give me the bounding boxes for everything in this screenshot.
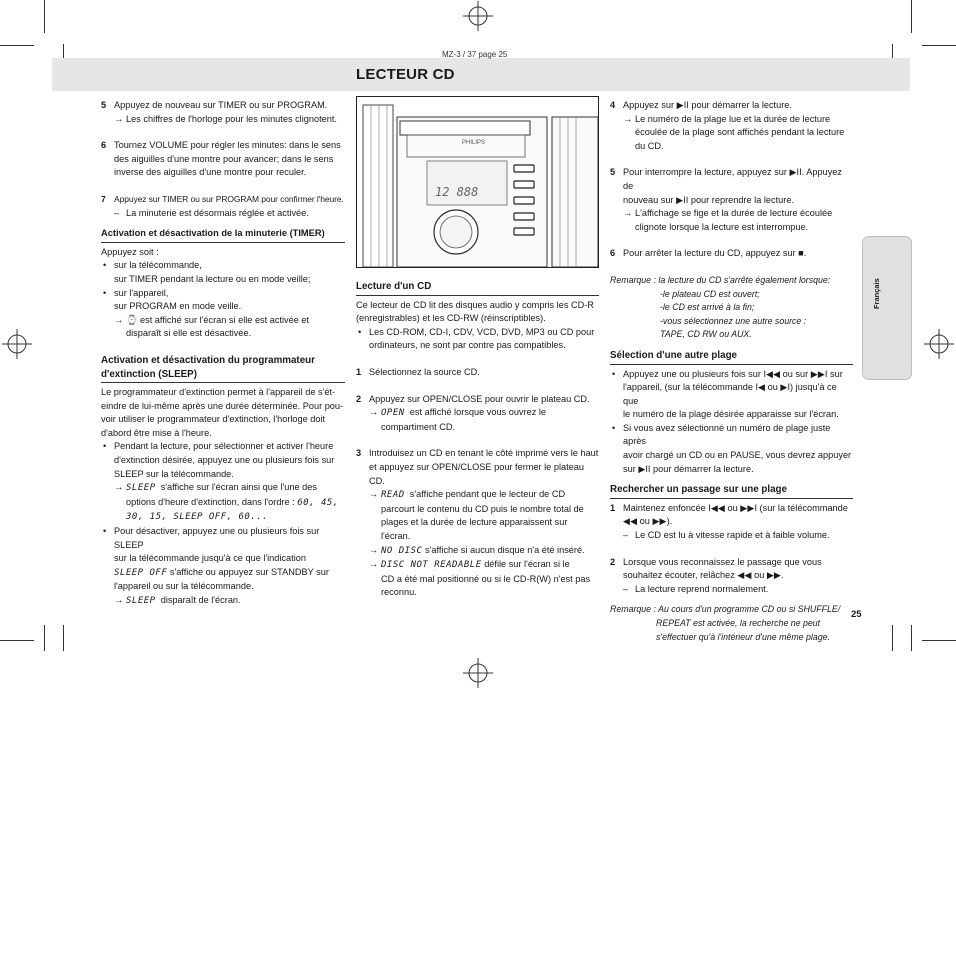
result-line: → NO DISC s'affiche si aucun disque n'a été inséré.	[369, 544, 585, 556]
crop-mark	[0, 640, 34, 641]
right-column	[610, 99, 853, 644]
crop-mark	[922, 640, 956, 641]
step-6: 6 Pour arrêter la lecture du CD, appuyez sur ■.	[610, 248, 807, 259]
remark: Remarque : la lecture du CD s'arrête également lorsque: -le plateau CD est ouvert; -le CD est arrivé à la fin; -vous sélectionnez une autre source : TAPE, CD RW ou AUX.	[610, 274, 831, 340]
middle-column	[356, 280, 599, 600]
crop-mark	[892, 625, 893, 651]
result-line: → Les chiffres de l'horloge pour les minutes clignotent.	[114, 113, 337, 124]
device-display: 12 888	[435, 185, 479, 199]
list-item: • Pendant la lecture, pour sélectionner et activer l'heure d'extinction désirée, appuyez une ou plusieurs fois sur SLEEP sur la télécommande.	[103, 441, 335, 479]
registration-mark-icon	[463, 658, 493, 688]
result-line: → ⌚ est affiché sur l'écran si elle est activée et disparaît si elle est désactivée.	[114, 314, 310, 339]
section-heading-sleep: Activation et désactivation du programmateur d'extinction (SLEEP)	[101, 354, 345, 383]
registration-mark-icon	[2, 329, 32, 359]
result-line: – La lecture reprend normalement.	[623, 583, 769, 594]
section-heading-lecture: Lecture d'un CD	[356, 280, 599, 296]
section-heading-selection: Sélection d'une autre plage	[610, 349, 853, 365]
step-6: 6 Tournez VOLUME pour régler les minutes: dans le sens des aiguilles d'une montre pour avancer; dans le sens inverse des aiguilles d'une montre pour reculer.	[101, 140, 341, 178]
list-item: • sur la télécommande, sur TIMER pendant la lecture ou en mode veille;	[103, 260, 311, 284]
list-item: • sur l'appareil, sur PROGRAM en mode veille.	[103, 287, 242, 312]
result-line: → SLEEP disparaît de l'écran.	[114, 595, 241, 606]
remark: Remarque : Au cours d'un programme CD ou si SHUFFLE/ REPEAT est activée, la recherche ne peut s'effectuer qu'à l'intérieur d'une même plage.	[610, 604, 841, 642]
step-1: 1 Maintenez enfoncée I◀◀ ou ▶▶I (sur la télécommande ◀◀ ou ▶▶).	[610, 502, 848, 527]
paragraph: Ce lecteur de CD lit des disques audio y compris les CD-R (enregistrables) et les CD-RW (réinscriptibles).	[356, 299, 594, 324]
cd-player-drawing	[357, 97, 598, 267]
paragraph: Le programmateur d'extinction permet à l'appareil de s'ét- eindre de lui-même après une durée déterminée. Pour pou- voir utiliser le programmateur d'extinction, l'horloge doit d'abord être mise à l'heure.	[101, 387, 344, 438]
page-number: 25	[851, 609, 862, 620]
device-illustration	[356, 96, 599, 268]
brand-logo: PHILIPS	[462, 140, 486, 146]
step-4: 4 Appuyez sur ▶II pour démarrer la lecture.	[610, 100, 792, 110]
print-meta: MZ-3 / 37 page 25	[442, 50, 508, 59]
step-3: 3 Introduisez un CD en tenant le côté imprimé vers le haut et appuyez sur OPEN/CLOSE pour fermer le plateau CD.	[356, 448, 599, 486]
section-heading-timer: Activation et désactivation de la minuterie (TIMER)	[101, 227, 345, 243]
crop-mark	[0, 45, 34, 46]
result-line: – Le CD est lu à vitesse rapide et à faible volume.	[623, 530, 830, 541]
language-tab: Français	[862, 236, 912, 380]
step-1: 1 Sélectionnez la source CD.	[356, 366, 480, 377]
crop-mark	[922, 45, 956, 46]
crop-mark	[911, 625, 912, 651]
step-2: 2 Appuyez sur OPEN/CLOSE pour ouvrir le plateau CD.	[356, 393, 590, 404]
list-item: • Les CD-ROM, CD-I, CDV, VCD, DVD, MP3 ou CD pour ordinateurs, ne sont par contre pas compatibles.	[358, 326, 595, 351]
step-7: 7 Appuyez sur TIMER ou sur PROGRAM pour confirmer l'heure.	[101, 193, 344, 204]
result-line: → SLEEP s'affiche sur l'écran ainsi que l'une des options d'heure d'extinction, dans l'ordre : 60, 45, 30, 15, SLEEP OFF, 60...	[114, 482, 339, 523]
list-item: • Si vous avez sélectionné un numéro de plage juste après avoir chargé un CD ou en PAUSE, vous devrez appuyer sur ▶II pour démarrer la lecture.	[612, 422, 852, 474]
registration-mark-icon	[924, 329, 954, 359]
result-line: → Le numéro de la plage lue et la durée de lecture écoulée de la plage sont affichés pendant la lecture du CD.	[623, 113, 845, 151]
crop-mark	[44, 625, 45, 651]
result-line: → READ s'affiche pendant que le lecteur de CD parcourt le contenu du CD puis le nombre total de plages et la durée de lecture apparaissent sur l'écran.	[369, 489, 584, 541]
crop-mark	[911, 0, 912, 33]
step-5: 5 Pour interrompre la lecture, appuyez sur ▶II. Appuyez de nouveau sur ▶II pour reprendre la lecture.	[610, 167, 842, 205]
step-5: 5 Appuyez de nouveau sur TIMER ou sur PROGRAM.	[101, 100, 328, 110]
section-heading-search: Rechercher un passage sur une plage	[610, 483, 853, 499]
registration-mark-icon	[463, 1, 493, 31]
header-band	[52, 58, 910, 91]
result-line: → OPEN est affiché lorsque vous ouvrez le compartiment CD.	[369, 407, 546, 432]
result-line: → L'affichage se fige et la durée de lecture écoulée clignote lorsque la lecture est interrompue.	[623, 208, 833, 232]
list-item: • Pour désactiver, appuyez une ou plusieurs fois sur SLEEP sur la télécommande jusqu'à ce que l'indication SLEEP OFF s'affiche ou appuyez sur STANDBY sur l'appareil ou sur la télécommande.	[103, 526, 329, 592]
list-item: • Appuyez une ou plusieurs fois sur I◀◀ ou sur ▶▶I sur l'appareil, (sur la télécommande I◀ ou ▶I) jusqu'à ce que le numéro de la plage désirée apparaisse sur l'écran.	[612, 368, 843, 420]
step-2: 2 Lorsque vous reconnaissez le passage que vous souhaitez écouter, relâchez ◀◀ ou ▶▶.	[610, 556, 822, 581]
crop-mark	[44, 0, 45, 33]
page-title: LECTEUR CD	[356, 66, 455, 83]
left-column: 5 Appuyez de nouveau sur TIMER ou sur PROGRAM. → Les chiffres de l'horloge pour les minutes clignotent. 6 Tournez VOLUME pour régler les minutes: dans le sens des aiguilles d'une montre pour avancer; dans le sens inverse des aiguilles d'une montre pour reculer. 7 Appuyez sur TIMER ou sur PROGRAM pour confirmer l'heure. – La minuterie est désormais réglée et activée. Activation et désactivation de la minuterie (TIMER) Appuyez soit : • sur la télécommande, sur TIMER pendant la lecture ou en mode veille; • sur l'appareil, sur PROGRAM en mode veille. → ⌚ est affiché sur l'écran si elle est activée et disparaît si elle est désactivée. Activation et désactivation du programmateur d'extinction (SLEEP) Le programmateur d'extinction permet à l'appareil de s'ét- eindre de lui-même après une durée déterminée. Pour pou- voir utiliser le programmateur d'extinction, l'horloge doit d'abord être mise à l'heure. • Pendant la lecture, pour sélectionner et activer l'heure d'extinction désirée, appuyez une ou plusieurs fois sur SLEEP sur la télécommande. → SLEEP s'affiche sur l'écran ainsi que l'une des options d'heure d'extinction, dans l'ordre : 60, 45, 30, 15, SLEEP OFF, 60... • Pour désactiver, appuyez une ou plusieurs fois sur SLEEP sur la télécommande jusqu'à ce que l'indication SLEEP OFF s'affiche ou appuyez sur STANDBY sur l'appareil ou sur la télécommande. → SLEEP disparaît de l'écran.	[101, 99, 345, 609]
crop-mark	[63, 625, 64, 651]
result-line: – La minuterie est désormais réglée et activée.	[114, 207, 309, 218]
result-line: → DISC NOT READABLE défile sur l'écran si le CD a été mal positionné ou si le CD-R(W) n'est pas reconnu.	[369, 559, 591, 598]
